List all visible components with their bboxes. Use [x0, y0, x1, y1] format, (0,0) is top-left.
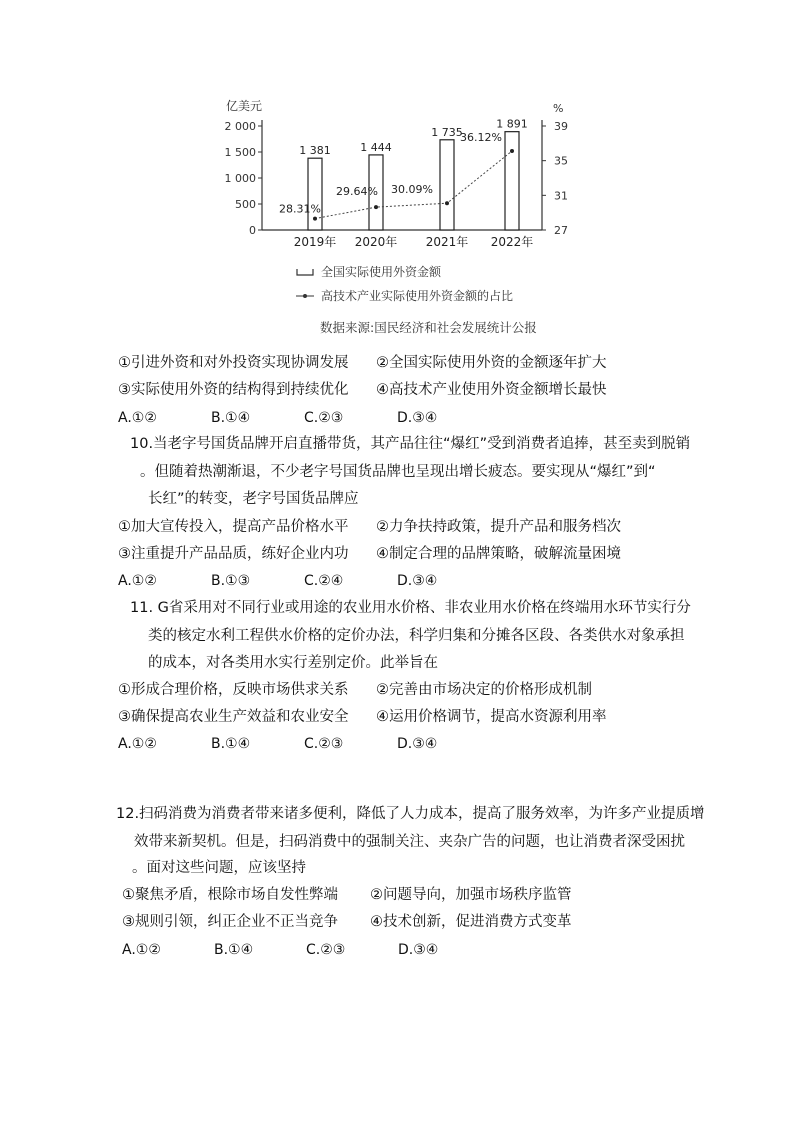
q10-answer-a[interactable]: A.①②: [118, 573, 157, 589]
q12-answers: [122, 940, 438, 960]
bar-value-label: 1 444: [360, 140, 392, 154]
q11-answer-a[interactable]: A.①②: [118, 736, 157, 752]
q12-stem-line3: 。面对这些问题，应该坚持: [132, 860, 306, 876]
right-tick-label: 39: [554, 120, 568, 133]
x-category-label: 2021年: [425, 235, 469, 249]
q9-answer-c[interactable]: C.②③: [304, 410, 344, 426]
left-unit-label: 亿美元: [226, 99, 263, 113]
q12-option-4: ④技术创新，促进消费方式变革: [370, 914, 572, 930]
x-category-label: 2019年: [293, 235, 337, 249]
q11-answer-b[interactable]: B.①④: [211, 736, 251, 752]
legend-line-label: 高技术产业实际使用外资金额的占比: [321, 289, 514, 303]
share-value-label: 29.64%: [336, 185, 378, 199]
q9-answer-b[interactable]: B.①④: [211, 410, 251, 426]
bar: [505, 132, 519, 230]
q11-option-2: ②完善由市场决定的价格形成机制: [376, 682, 592, 698]
q11-option-3: ③确保提高农业生产效益和农业安全: [118, 709, 349, 725]
q12-stem-line2: 效带来新契机。但是，扫码消费中的强制关注、夹杂广告的问题，也让消费者深受困扰: [134, 834, 685, 850]
share-value-label: 36.12%: [460, 130, 502, 144]
chart-source-note: 数据来源:国民经济和社会发展统计公报: [320, 320, 537, 335]
q10-stem-line2: 。但随着热潮渐退，不少老字号国货品牌也呈现出增长疲态。要实现从“爆红”到“: [140, 464, 656, 480]
left-tick-label: 0: [249, 224, 256, 237]
q9-answer-a[interactable]: A.①②: [118, 410, 157, 426]
share-point: [510, 149, 514, 153]
foreign-investment-chart: [200, 92, 600, 352]
q10-answer-c[interactable]: C.②④: [304, 573, 344, 589]
q9-option-1: ①引进外资和对外投资实现协调发展: [118, 355, 349, 371]
q9-answers: [118, 408, 437, 428]
q9-option-3: ③实际使用外资的结构得到持续优化: [118, 382, 349, 398]
q12-answer-d[interactable]: D.③④: [398, 942, 439, 958]
q11-option-4: ④运用价格调节，提高水资源利用率: [376, 709, 607, 725]
q10-answer-d[interactable]: D.③④: [397, 573, 438, 589]
q12-answer-a[interactable]: A.①②: [122, 942, 161, 958]
q11-stem-line3: 的成本，对各类用水实行差别定价。此举旨在: [148, 655, 438, 671]
q10-option-3: ③注重提升产品品质，练好企业内功: [118, 546, 349, 562]
x-category-label: 2022年: [490, 235, 534, 249]
q10-option-4: ④制定合理的品牌策略，破解流量困境: [376, 546, 621, 562]
q11-answer-c[interactable]: C.②③: [304, 736, 344, 752]
right-unit-label: %: [553, 102, 564, 115]
bar-value-label: 1 735: [431, 125, 463, 139]
bar-value-label: 1 381: [299, 144, 331, 158]
q12-answer-b[interactable]: B.①④: [214, 942, 254, 958]
q12-stem-line1: 12.扫码消费为消费者带来诸多便利，降低了人力成本，提高了服务效率，为许多产业提质增: [116, 806, 705, 822]
left-tick-label: 2 000: [224, 120, 256, 133]
share-point: [445, 201, 449, 205]
q12-option-3: ③规则引领，纠正企业不正当竞争: [122, 914, 338, 930]
right-tick-label: 31: [554, 189, 568, 203]
legend-line-marker: [303, 294, 307, 298]
q10-answers: [118, 571, 437, 591]
right-tick-label: 35: [554, 154, 568, 168]
share-value-label: 28.31%: [279, 202, 321, 216]
left-tick-label: 500: [235, 198, 256, 211]
q12-option-1: ①聚焦矛盾，根除市场自发性弊端: [122, 887, 338, 903]
left-tick-label: 1 000: [224, 172, 256, 185]
share-point: [313, 217, 317, 221]
q12-answer-c[interactable]: C.②③: [306, 942, 346, 958]
q11-answers: [118, 734, 437, 754]
q11-option-1: ①形成合理价格，反映市场供求关系: [118, 682, 349, 698]
legend-bar-swatch: [297, 269, 313, 275]
q9-option-4: ④高技术产业使用外资金额增长最快: [376, 382, 607, 398]
q11-stem-line2: 类的核定水利工程供水价格的定价办法，科学归集和分摊各区段、各类供水对象承担: [148, 628, 685, 644]
q10-stem-line3: 长红”的转变，老字号国货品牌应: [148, 491, 359, 507]
q9-option-2: ②全国实际使用外资的金额逐年扩大: [376, 355, 607, 371]
share-point: [374, 205, 378, 209]
q10-answer-b[interactable]: B.①③: [211, 573, 251, 589]
bar-value-label: 1 891: [496, 117, 528, 131]
left-tick-label: 1 500: [224, 146, 256, 159]
x-category-label: 2020年: [354, 235, 398, 249]
q10-option-1: ①加大宣传投入，提高产品价格水平: [118, 519, 349, 535]
q9-answer-d[interactable]: D.③④: [397, 410, 438, 426]
right-tick-label: 27: [554, 224, 568, 237]
q11-stem-line1: 11. G省采用对不同行业或用途的农业用水价格、非农业用水价格在终端用水环节实行分: [130, 600, 691, 616]
legend-bar-label: 全国实际使用外资金额: [321, 265, 442, 279]
q12-option-2: ②问题导向，加强市场秩序监管: [370, 887, 572, 903]
chart-svg: [200, 92, 600, 352]
q10-stem-line1: 10.当老字号国货品牌开启直播带货，其产品往往“爆红”受到消费者追捧，甚至卖到脱销: [130, 436, 691, 452]
q11-answer-d[interactable]: D.③④: [397, 736, 438, 752]
share-value-label: 30.09%: [391, 183, 433, 197]
bar: [440, 140, 454, 230]
q10-option-2: ②力争扶持政策，提升产品和服务档次: [376, 519, 621, 535]
